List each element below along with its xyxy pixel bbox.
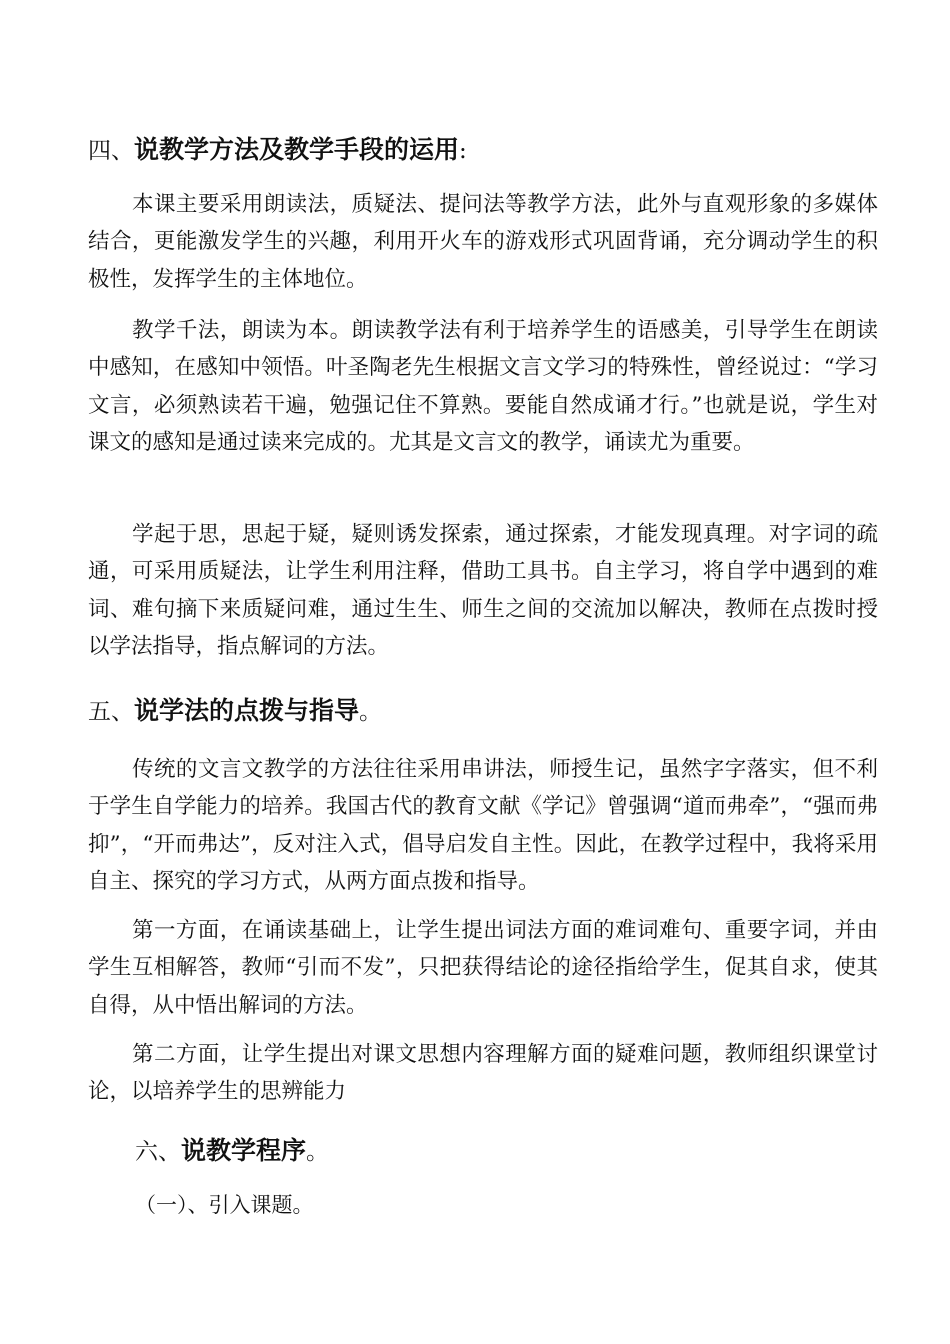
- section-5-punct: 。: [359, 699, 383, 725]
- section-5-number: 五、: [88, 699, 134, 725]
- section-5-heading: [88, 693, 382, 730]
- section-6-number: 六、: [135, 1139, 181, 1165]
- subsection-1-heading: （一）、引入课题。: [135, 1193, 314, 1217]
- section-5-paragraph-2: 第一方面，在诵读基础上，让学生提出词法方面的难词难句、重要字词，并由学生互相解答，教师“引而不发”，只把获得结论的途径指给学生，促其自求，使其自得，从中悟出解词的方法。: [88, 918, 878, 1018]
- section-4-heading: [88, 132, 467, 169]
- section-5-paragraph-3: 第二方面，让学生提出对课文思想内容理解方面的疑难问题，教师组织课堂讨论，以培养学生的思辨能力: [88, 1042, 878, 1105]
- section-5-title: 说学法的点拨与指导: [134, 696, 360, 725]
- section-6-heading: [135, 1133, 329, 1170]
- section-4-paragraph-2: 教学千法，朗读为本。朗读教学法有利于培养学生的语感美，引导学生在朗读中感知，在感知中领悟。叶圣陶老先生根据文言文学习的特殊性，曾经说过：“学习文言，必须熟读若干遍，勉强记住不算熟。要能自然成诵才行。”也就是说，学生对课文的感知是通过读来完成的。尤其是文言文的教学，诵读尤为重要。: [88, 318, 878, 456]
- section-4-number: 四、: [88, 138, 134, 164]
- section-4-title: 说教学方法及教学手段的运用: [134, 135, 460, 164]
- section-6-punct: 。: [306, 1139, 330, 1165]
- section-4-paragraph-1: 本课主要采用朗读法，质疑法、提问法等教学方法，此外与直观形象的多媒体结合，更能激发学生的兴趣，利用开火车的游戏形式巩固背诵，充分调动学生的积极性，发挥学生的主体地位。: [88, 192, 878, 292]
- section-6-title: 说教学程序: [181, 1136, 307, 1165]
- section-4-paragraph-3: 学起于思，思起于疑，疑则诱发探索，通过探索，才能发现真理。对字词的疏通，可采用质疑法，让学生利用注释，借助工具书。自主学习，将自学中遇到的难词、难句摘下来质疑问难，通过生生、师生之间的交流加以解决，教师在点拨时授以学法指导，指点解词的方法。: [88, 522, 878, 660]
- section-5-paragraph-1: 传统的文言文教学的方法往往采用串讲法，师授生记，虽然字字落实，但不利于学生自学能力的培养。我国古代的教育文献《学记》曾强调“道而弗牵”，“强而弗抑”，“开而弗达”，反对注入式，倡导启发自主性。因此，在教学过程中，我将采用自主、探究的学习方式，从两方面点拨和指导。: [88, 757, 878, 895]
- section-4-punct: :: [459, 138, 467, 164]
